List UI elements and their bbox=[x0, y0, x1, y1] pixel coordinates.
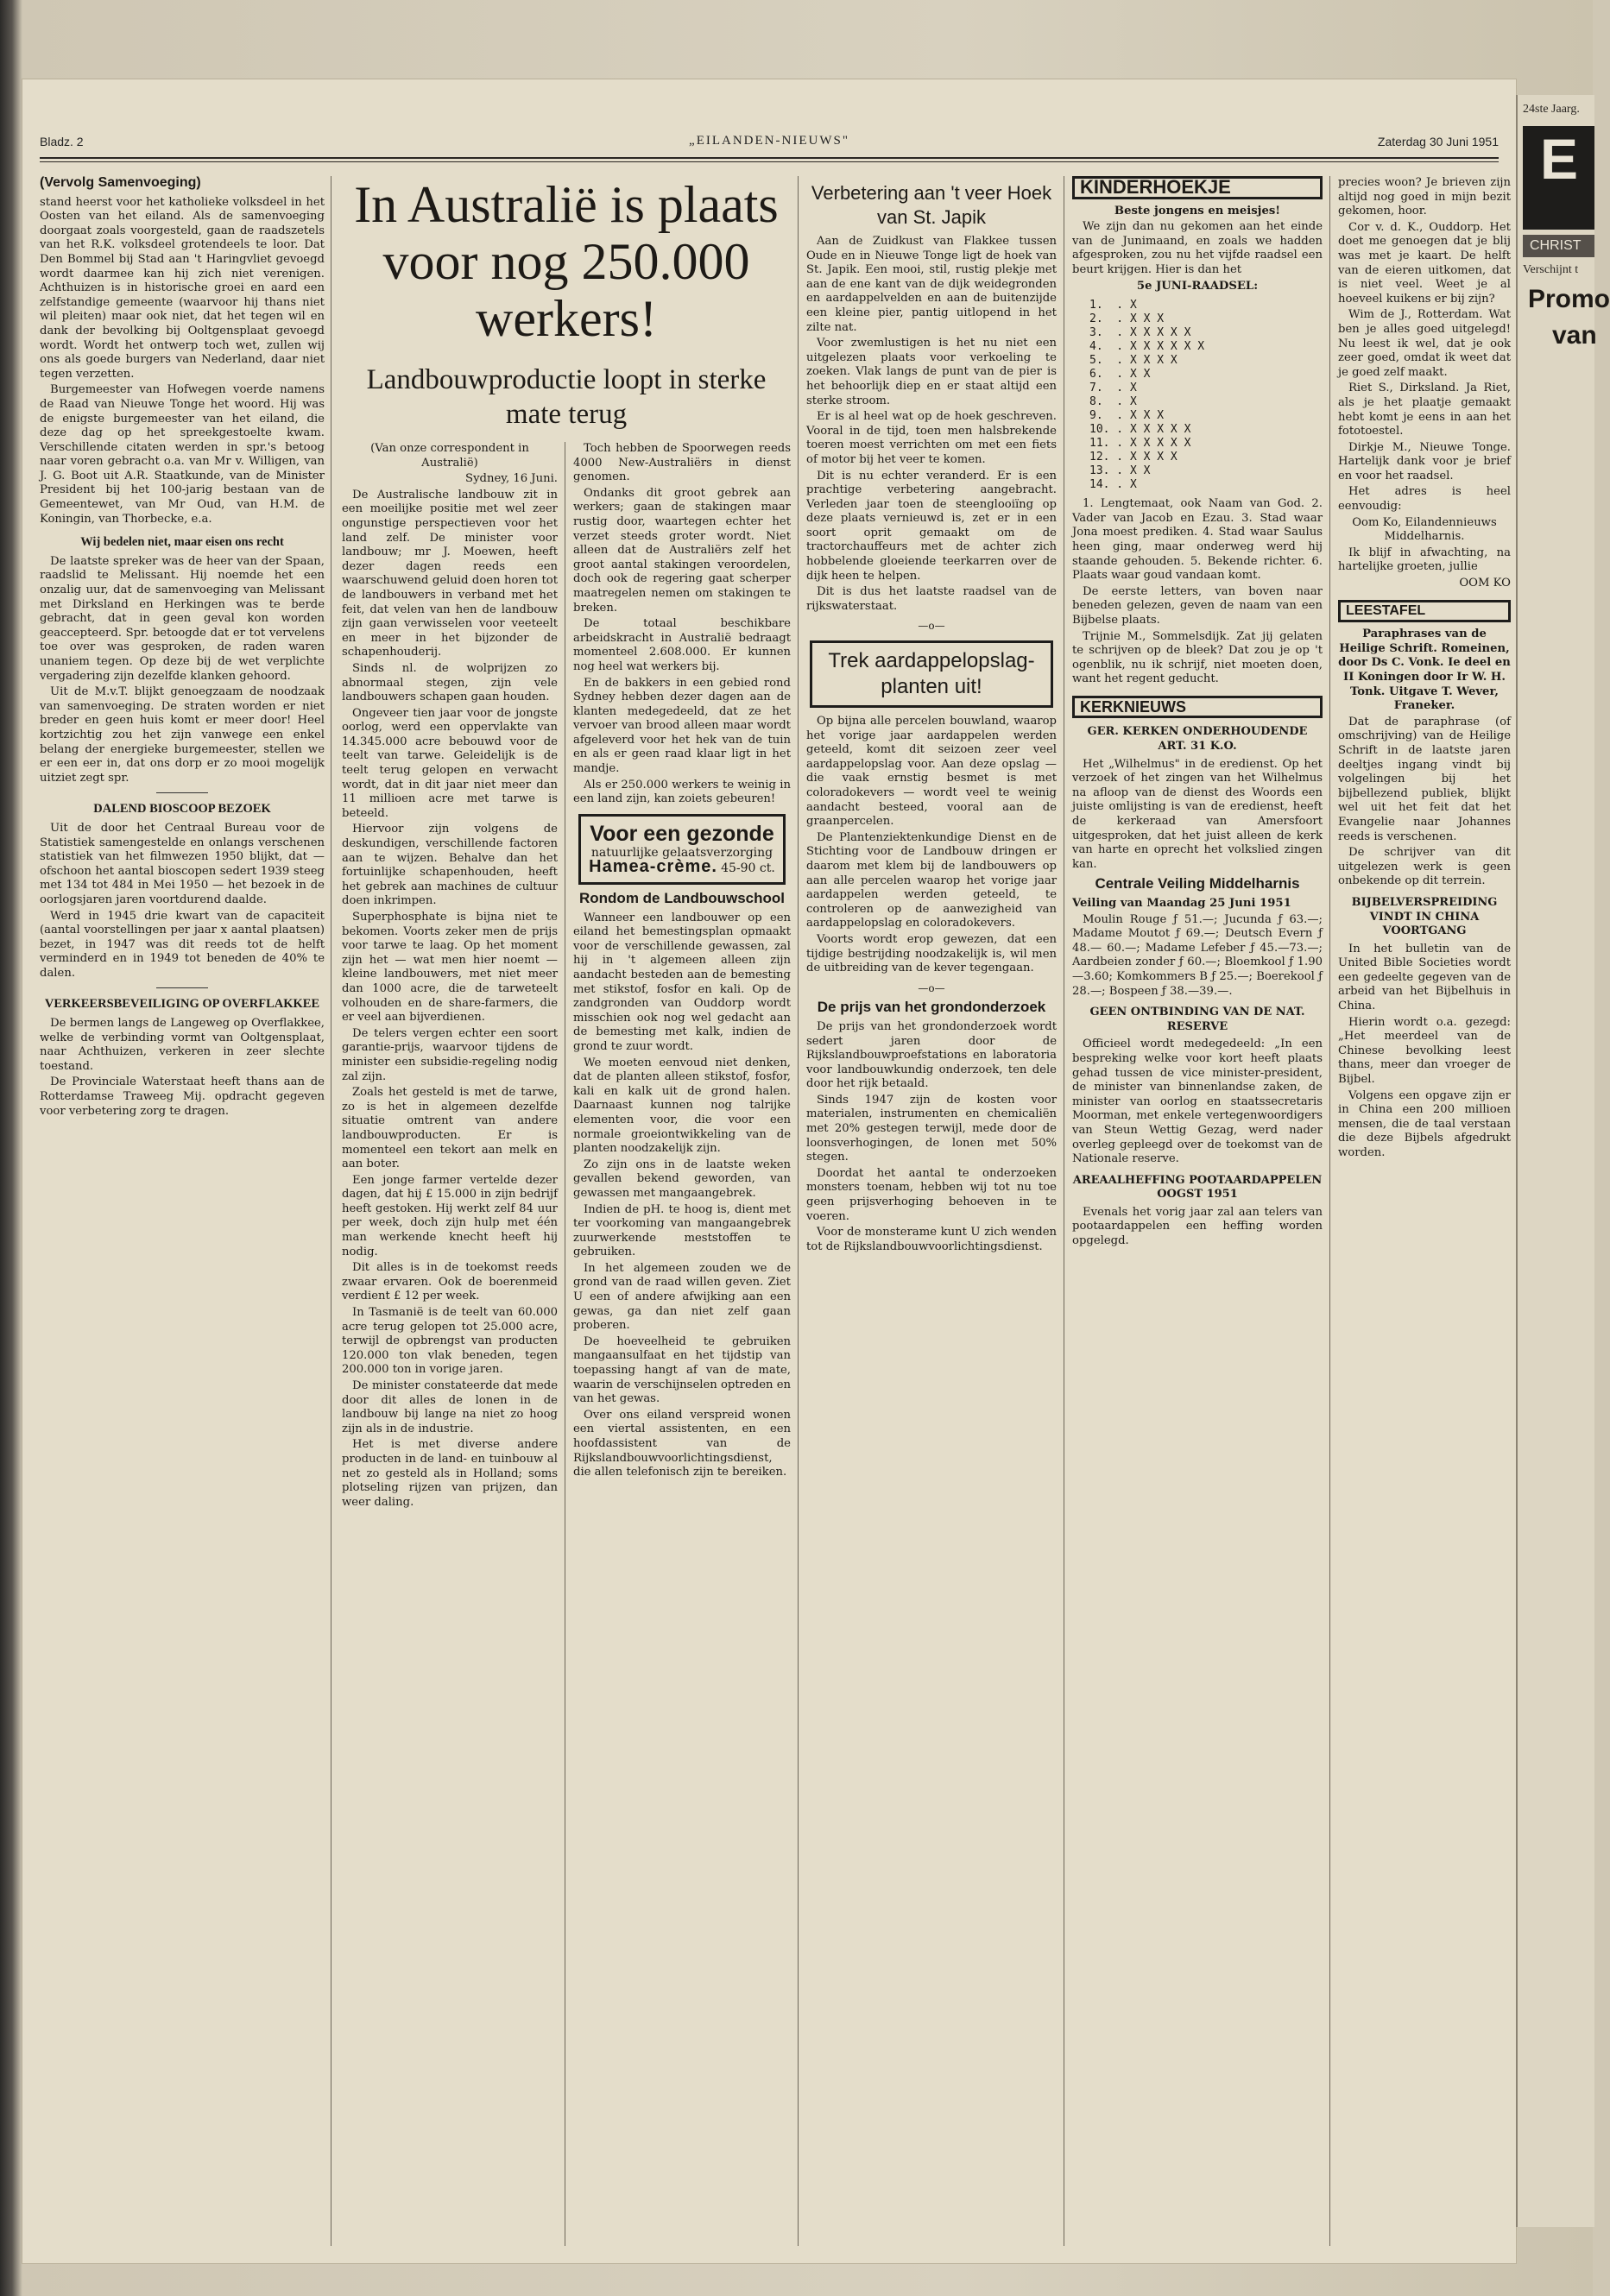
paragraph: De minister constateerde dat mede door dit alles de lonen in de landbouw bij lange na niet zo hoog zijn als in de industrie. bbox=[342, 1379, 558, 1435]
paragraph: De schrijver van dit uitgelezen werk is geen onbekende op dit terrein. bbox=[1338, 846, 1511, 888]
subheading: De prijs van het grondonderzoek bbox=[817, 999, 1046, 1016]
paragraph: En de bakkers in een gebied rond Sydney hebben dezer dagen aan de klanten medegedeeld, dat ze het vervoer van brood alleen maar wordt afgeleverd voor het hek van de tuin en als er geen raad klaar ligt in het mandje. bbox=[573, 676, 791, 776]
paragraph: Moulin Rouge ƒ 51.—; Jucunda ƒ 63.—; Madame Moutot ƒ 69.—; Deutsch Evern ƒ 48.— 60.—; Madame Lefeber ƒ 45.—73.—; Aardbeien zonder ƒ 60.—; Bloemkool ƒ 1.90—3.60; Komkommers B ƒ 25.—; Boerekool ƒ 28.—; Bospeen ƒ 38.—39.—. bbox=[1072, 912, 1323, 998]
paragraph: Toch hebben de Spoorwegen reeds 4000 New-Australiërs in dienst genomen. bbox=[573, 442, 791, 484]
paragraph: De Australische landbouw zit in een moeilijke positie met wel zeer ongunstige perspectieven voor het land zelf. De minister voor landbouw; mr J. Moewen, heeft dezer dagen reeds een waarschuwend geluid doen horen tot de landbouwers in verband met het feit, dat velen van hen de landbouw zijn gaan verwisselen voor veeteelt en meer in het bijzonder de schapenhouderij. bbox=[342, 488, 558, 659]
paragraph: Een jonge farmer vertelde dezer dagen, dat hij £ 15.000 in zijn bedrijf heeft gestoken. Hij werkt zelf 84 uur per week, doch zijn hulp met één man werkende knecht heeft hij nodig. bbox=[342, 1173, 558, 1258]
subheading: VERKEERSBEVEILIGING OP OVERFLAKKEE bbox=[44, 997, 320, 1012]
paragraph: Sinds nl. de wolprijzen zo abnormaal stegen, zijn vele landbouwers schapen gaan houden. bbox=[342, 661, 558, 704]
paragraph: Superphosphate is bijna niet te bekomen. Voorts zeker men de prijs voor tarwe te laag. Op het moment zijn het — wat men hier noemt — kleine landbouwers, met niet meer dan 1000 acre, die de tarweteelt volhouden en de share-farmers, die er veel aan bijverdienen. bbox=[342, 911, 558, 1025]
paper-title: „EILANDEN-NIEUWS" bbox=[689, 134, 849, 148]
paragraph: Sinds 1947 zijn de kosten voor materialen, instrumenten en chemicaliën met 20% gestegen terwijl, mede door de loonsverhogingen, de lonen met 50% stegen. bbox=[806, 1093, 1057, 1164]
paragraph: Riet S., Dirksland. Ja Riet, als je het plaatje gemaakt hebt komt je eens in aan het fototoestel. bbox=[1338, 382, 1511, 438]
adjacent-page-headline: van bbox=[1552, 321, 1597, 350]
paragraph: Zoals het gesteld is met de tarwe, zo is het in algemeen dezelfde situatie omtrent van andere landbouwproducten. Er is momenteel een tekort aan melk en aan boter. bbox=[342, 1086, 558, 1171]
paragraph: Hierin wordt o.a. gezegd: „Het meerdeel van de Chinese bevolking leest thans, meer dan vroeger de Bijbel. bbox=[1338, 1015, 1511, 1087]
paragraph: Het adres is heel eenvoudig: bbox=[1338, 485, 1511, 514]
paragraph: Ondanks dit groot gebrek aan werkers; gaan de stakingen maar rustig door, waartegen echter het verzet steeds groter wordt. Niet alleen dat de Australiërs zelf het groot aantal stakingen veroordelen, doch ook de regering gaat scherper maatregelen nemen om stakingen te breken. bbox=[573, 486, 791, 615]
paragraph: Uit de door het Centraal Bureau voor de Statistiek samengestelde en onlangs verschenen statistiek van het filmwezen 1950 blijkt, dat — ofschoon het aantal bioscopen sedert 1939 steeg met 134 tot 484 in Mei 1950 — het bezoek in de oorlogsjaren jaren voortdurend daalde. bbox=[40, 821, 325, 906]
paragraph: Ik blijf in afwachting, na hartelijke groeten, jullie bbox=[1338, 546, 1511, 574]
ad-title: Voor een gezonde bbox=[590, 821, 774, 846]
paragraph: Het is met diverse andere producten in de land- en tuinbouw al net zo gesteld als in Holland; soms plotseling rijzen van prijzen, dan weer daling. bbox=[342, 1438, 558, 1509]
hamea-advertisement bbox=[578, 814, 786, 885]
trek-headline: Trek aardappelopslag-planten uit! bbox=[828, 649, 1035, 699]
issue-date: Zaterdag 30 Juni 1951 bbox=[1377, 135, 1499, 148]
masthead bbox=[40, 131, 1499, 154]
paragraph: Hiervoor zijn volgens de deskundigen, verschillende factoren aan te wijzen. Behalve dan het fortuinlijke schapenhouden, heeft het gebrek aan machines de cultuur doen inkrimpen. bbox=[342, 823, 558, 908]
paragraph: De telers vergen echter een soort garantie-prijs, waarvoor tijdens de minister een subsidie-regeling nodig zal zijn. bbox=[342, 1026, 558, 1083]
veiling-title: Centrale Veiling Middelharnis bbox=[1095, 875, 1300, 893]
adjacent-page-edge bbox=[1516, 95, 1610, 2227]
subheading: GEEN ONTBINDING VAN DE NAT. RESERVE bbox=[1089, 1006, 1305, 1033]
paragraph: Als er 250.000 werkers te weinig in een land zijn, kan zoiets gebeuren! bbox=[573, 778, 791, 806]
column-6 bbox=[1338, 176, 1511, 2246]
subheading: DALEND BIOSCOOP BEZOEK bbox=[93, 802, 271, 817]
paragraph: Dit is nu echter veranderd. Er is een prachtige verbetering aangebracht. Verleden jaar toen de steenglooiïng op deze plaats vernieuwd is, zet er in een soort oprit gemaakt om de tractorchauffeurs met de achter zich hobbelende gloeiende teerkarren over de dijk heen te helpen. bbox=[806, 469, 1057, 583]
subheading: GER. KERKEN ONDERHOUDENDE ART. 31 K.O. bbox=[1087, 725, 1308, 754]
puzzle-grid: 1. . X 2. . X X X 3. . X X X X X 4. . X X X X X X 5. . X X X X 6. . X X 7. . X 8. . X 9. . X X X 10. . X X X X X 11. . X X X X X 12. . X X X X 13. . X X 14. . X bbox=[1089, 299, 1205, 492]
paragraph: In het bulletin van de United Bible Societies wordt een gedeelte gegeven van de arbeid van het Bijbelhuis in China. bbox=[1338, 942, 1511, 1013]
paragraph: Cor v. d. K., Ouddorp. Het doet me genoegen dat je blij was met je kaart. De helft van de eieren uitkomen, dat is niet veel. Weet je al hoeveel kuikens er bij zijn? bbox=[1338, 220, 1511, 306]
paragraph: De Plantenziektenkundige Dienst en de Stichting voor de Landbouw dringen er daarom met klem bij de landbouwers op aan alle percelen waarop het vorige jaar aardappelen werden geteeld, te controleren op de aanwezigheid van aardappelopslag en coloradokevers. bbox=[806, 830, 1057, 930]
main-headline: In Australië is plaats voor nog 250.000 werkers! bbox=[354, 176, 779, 347]
paragraph: Het „Wilhelmus" in de eredienst. Op het verzoek of het zingen van het Wilhelmus na afloop van de dienst des Woords een juiste omlijsting is van de eredienst, heeft de kerkeraad van Amersfoort uitgesproken, dat het juist alleen de kerk van harte en oprecht het volkslied zingen kan. bbox=[1072, 757, 1323, 871]
paragraph: Dit alles is in de toekomst reeds zwaar ervaren. Ook de boerenmeid verdient £ 12 per week. bbox=[342, 1261, 558, 1303]
paragraph: Dirkje M., Nieuwe Tonge. Hartelijk dank voor je brief en voor het raadsel. bbox=[1338, 440, 1511, 483]
column-1 bbox=[40, 176, 325, 2246]
paragraph: Voor zwemlustigen is het nu niet een uitgelezen plaats voor verkoeling te zoeken. Vlak langs de punt van de pier is het behoorlijk diep en er staat altijd een sterke stroom. bbox=[806, 337, 1057, 407]
main-headline-block bbox=[342, 176, 791, 432]
newspaper-page bbox=[22, 79, 1516, 2263]
paragraph: Werd in 1945 drie kwart van de capaciteit (aantal voorstellingen per jaar x aantal plaatsen) bezet, in 1947 was dit reeds tot de helft verminderd en in 1949 tot beneden de 40% te dalen. bbox=[40, 909, 325, 980]
paragraph: We zijn dan nu gekomen aan het einde van de Junimaand, en zoals we hadden afgesproken, zou nu het vijfde raadsel een beurt krijgen. Hier is dan het bbox=[1072, 220, 1323, 276]
adjacent-page-band: CHRIST bbox=[1523, 235, 1594, 257]
paragraph: In Tasmanië is de teelt van 60.000 acre terug gelopen tot 25.000 acre, terwijl de opbrengst van producten 120.000 ton vlak beneden, tegen 200.000 ton in vorige jaren. bbox=[342, 1306, 558, 1377]
ad-price: 45-90 ct. bbox=[721, 861, 775, 876]
adjacent-page-text: 24ste Jaarg. bbox=[1523, 103, 1580, 116]
greeting: Beste jongens en meisjes! bbox=[1114, 204, 1281, 218]
paragraph: Voor de monsterame kunt U zich wenden tot de Rijkslandbouwvoorlichtingsdienst. bbox=[806, 1226, 1057, 1253]
veiling-lead: Veiling van Maandag 25 Juni 1951 bbox=[1072, 897, 1291, 910]
paragraph: De Provinciale Waterstaat heeft thans aan de Rotterdamse Traweeg Mij. opdracht gegeven voor verbetering zorg te dragen. bbox=[40, 1075, 325, 1118]
paragraph: De hoeveelheid te gebruiken mangaansulfaat en het tijdstip van toepassing hangt af van de mate, waarin de verschijnselen optreden en van het gewas. bbox=[573, 1334, 791, 1406]
paragraph: Evenals het vorig jaar zal aan telers van pootaardappelen een heffing worden opgelegd. bbox=[1072, 1205, 1323, 1248]
masthead-rule bbox=[40, 157, 1499, 159]
column-2 bbox=[342, 442, 558, 2246]
paragraph: precies woon? Je brieven zijn altijd nog goed in mijn bezit gekomen, hoor. bbox=[1338, 176, 1511, 218]
paragraph: De totaal beschikbare arbeidskracht in Australië bedraagt momenteel 2.608.000. Er kunnen nog heel wat werkers bij. bbox=[573, 617, 791, 673]
ad-subtitle: natuurlijke gelaatsverzorging bbox=[590, 845, 773, 860]
paragraph: Op bijna alle percelen bouwland, waarop het vorige jaar aardappelen werden geteeld, komt dit seizoen zeer veel aardappelopslag voor. Aan deze opslag — die vaak ernstig besmet is met coloradokevers — wordt veel te weinig aandacht besteed, vooral aan de graanpercelen. bbox=[806, 715, 1057, 829]
continued-heading: (Vervolg Samenvoeging) bbox=[40, 175, 201, 190]
address: Oom Ko, Eilandennieuws Middelharnis. bbox=[1352, 515, 1497, 544]
paragraph: Volgens een opgave zijn er in China een 200 millioen mensen, die de taal verstaan die deze Bijbels afgedrukt worden. bbox=[1338, 1088, 1511, 1159]
kerknieuws-title: KERKNIEUWS bbox=[1072, 696, 1323, 719]
paragraph: Doordat het aantal te onderzoeken monsters toenam, hebben wij tot nu toe geen prijsverhoging behoeven in te voeren. bbox=[806, 1166, 1057, 1223]
paragraph: Wim de J., Rotterdam. Wat ben je alles goed uitgelegd! Nu leest ik wel, dat je ook zeer goed, omdat ik weet dat je goed zelf maakt. bbox=[1338, 308, 1511, 379]
leestafel-lead: Paraphrases van de Heilige Schrift. Romeinen, door Ds C. Vonk. Ie deel en II Koningen door Ir W. H. Tonk. Uitgave T. Wever, Franeker. bbox=[1338, 628, 1511, 713]
paragraph: Officieel wordt medegedeeld: „In een bespreking welke voor kort heeft plaats gehad tussen de vice minister-president, de minister van binnenlandse zaken, de minister van oorlog en staatssecretaris Moorman, met enkele vertegenwoordigers van Steun Wettig Gezag, werd nader overleg gepleegd over de toekomst van de Nationale reserve. bbox=[1072, 1038, 1323, 1166]
ad-brand: Hamea-crème. bbox=[589, 857, 717, 877]
paragraph: We moeten eenvoud niet denken, dat de planten alleen stikstof, fosfor, kali en kalk uit de grond halen. Daarnaast kunnen nog talrijke elementen voor, die voor een normale groeiontwikkeling van de planten noodzakelijk zijn. bbox=[573, 1056, 791, 1156]
column-5 bbox=[1072, 176, 1323, 2246]
signature: OOM KO bbox=[1459, 577, 1511, 590]
paragraph: Wanneer een landbouwer op een eiland het bemestingsplan opmaakt voor de verschillende gewassen, zal hij in 't algemeen alleen zijn aandacht besteden aan de bemesting met stikstof, fosfor en kali. Op de zandgronden van Ouddorp wordt misschien ook nog wel gedacht aan de bemesting met kalk, indien de grond te zuur wordt. bbox=[573, 911, 791, 1053]
paragraph: Indien de pH. te hoog is, dient met ter voorkoming van mangaangebrek zuurwerkende meststoffen te gebruiken. bbox=[573, 1202, 791, 1259]
subheading: Wij bedelen niet, maar eisen ons recht bbox=[80, 535, 284, 550]
byline: (Van onze correspondent in Australië) bbox=[370, 442, 529, 470]
paragraph: De bermen langs de Langeweg op Overflakkee, welke de verbinding vormt van Ooltgensplaat, naar Achthuizen, verkeren in zeer slechte toestand. bbox=[40, 1017, 325, 1073]
paragraph: De laatste spreker was de heer van der Spaan, raadslid te Melissant. Hij noemde het een onzalig uur, dat de samenvoeging van Melissant met Dirksland en Herkingen was te berde gebracht, dat in geen geval kon worden geaccepteerd. Spr. betoogde dat er tot vervelens toe over was gesproken, de raden waren unaniem tegen. Op deze bij de wet verplichte vergadering zijn dezelfde klanken gehoord. bbox=[40, 554, 325, 683]
paragraph: Trijnie M., Sommelsdijk. Zat jij gelaten te schrijven op de bleek? Dat zou je op 't ogenblik, nu ik schrijf, niet moeten doen, want het regent geducht. bbox=[1072, 629, 1323, 686]
column-4 bbox=[806, 176, 1057, 2246]
adjacent-page-masthead-block: E bbox=[1523, 126, 1594, 230]
paragraph: Uit de M.v.T. blijkt genoegzaam de noodzaak van samenvoeging. De straten worden er niet breder en geen huis komt er meer door! Heel kortzichtig zou het zijn vanwege een enkel belang der energieke burgemeester, stellen we er een eer in, dat ons dorp er zo mooi mogelijk uitziet zegt spr. bbox=[40, 685, 325, 785]
paragraph: De eerste letters, van boven naar beneden gelezen, geven de naam van een Bijbelse plaats. bbox=[1072, 584, 1323, 627]
adjacent-page-text: Verschijnt t bbox=[1523, 263, 1579, 276]
paragraph: Dit is dus het laatste raadsel van de rijkswaterstaat. bbox=[806, 585, 1057, 613]
trek-headline-box bbox=[810, 640, 1053, 708]
subheading: Rondom de Landbouwschool bbox=[579, 890, 785, 907]
paragraph: Over ons eiland verspreid wonen een viertal assistenten, en een hoofdassistent van de Rijkslandbouwvoorlichtingsdienst, die allen telefonisch zijn te bereiken. bbox=[573, 1408, 791, 1479]
separator bbox=[156, 987, 208, 988]
kinderhoekje-title: KINDERHOEKJE bbox=[1072, 176, 1323, 199]
masthead-rule-thin bbox=[40, 161, 1499, 162]
separator bbox=[156, 792, 208, 793]
column-rule bbox=[798, 176, 799, 2246]
subheading: AREAALHEFFING POOTAARDAPPELEN OOGST 1951 bbox=[1072, 1173, 1323, 1202]
paragraph: Burgemeester van Hofwegen voerde namens de Raad van Nieuwe Tonge het woord. Hij was de enigste burgemeester van het eiland, die deze dag op het spreekgestoelte kwam. Verschillende citaten werden in spr.'s betoog naar voren gebracht o.a. van Mr v. Willigen, van J. G. Boot uit A.R. Staatkunde, van de Minister President bij het 100-jarig bestaan van de Gemeentewet, van Mr Oud, van H.M. de Koningin, van Thorbecke, e.a. bbox=[40, 383, 325, 526]
paragraph: Voorts wordt erop gewezen, dat een tijdige bestrijding noodzakelijk is, wil men de uitbreiding van de kever tegengaan. bbox=[806, 932, 1057, 975]
subheading: BIJBELVERSPREIDING VINDT IN CHINA VOORTGANG bbox=[1351, 895, 1498, 938]
adjacent-page-headline: Promo bbox=[1528, 285, 1610, 313]
paragraph: In het algemeen zouden we de grond van de raad willen geven. Ziet U een of andere afwijking aan een gewas, ga dan niet zelf gaan proberen. bbox=[573, 1261, 791, 1333]
paragraph: De prijs van het grondonderzoek wordt sedert jaren door de Rijkslandbouwproefstations en laboratoria voor landbouwkundig onderzoek, ten dele door het rijk betaald. bbox=[806, 1019, 1057, 1091]
page-number: Bladz. 2 bbox=[40, 135, 84, 148]
paragraph: stand heerst voor het katholieke volksdeel in het Oosten van het eiland. Als de samenvoeging doorgaat zoals voorgesteld, gaan de raadszetels van het R.K. volksdeel grotendeels te loor. Dat Den Bommel bij Stad aan 't Haringvliet gevoegd wordt daarmee kan hij zich niet verenigen. Achthuizen is in historische groei en aard een zelfstandige gemeente (waarvoor hij thans niet wil pleiten) maar ook niet, dat het tegen wil en dank der bevolking bij Ooltgensplaat gevoegd wordt. Wordt het ontwerp toch wet, zullen wij ons als goede burgers van Nederland, daar niet tegen verzetten. bbox=[40, 195, 325, 381]
paragraph: Zo zijn ons in de laatste weken gevallen bekend geworden, van gewassen met mangaangebrek. bbox=[573, 1157, 791, 1200]
veer-headline: Verbetering aan 't veer Hoek van St. Japik bbox=[811, 182, 1052, 228]
main-subheadline: Landbouwproductie loopt in sterke mate terug bbox=[366, 364, 767, 430]
separator: —o— bbox=[918, 981, 945, 994]
paragraph: 1. Lengtemaat, ook Naam van God. 2. Vader van Jacob en Ezau. 3. Stad waar Jona moest prediken. 4. Stad waar Saulus heen ging, maar onderweg werd hij staande gehouden. 5. Bekende richter. 6. Plaats waar goud vandaan komt. bbox=[1072, 497, 1323, 583]
paragraph: Dat de paraphrase (of omschrijving) van de Heilige Schrift in de laatste jaren deeltjes ingang vindt bij volgelingen bij het bijbellezend publiek, blijkt wel uit het feit dat het Evangelie naar Johannes reeds is verschenen. bbox=[1338, 715, 1511, 843]
column-rule bbox=[1329, 176, 1330, 2246]
paragraph: Er is al heel wat op de hoek geschreven. Vooral in de tijd, toen men halsbrekende toeren moest verrichten om met een fiets of motor bij het veer te komen. bbox=[806, 410, 1057, 466]
column-3 bbox=[573, 442, 791, 2246]
dateline: Sydney, 16 Juni. bbox=[465, 472, 558, 486]
paragraph: Ongeveer tien jaar voor de jongste oorlog, werd een oppervlakte van 14.345.000 acre bebouwd voor de teelt van tarwe. Geleidelijk is de teelt terug gelopen en verwacht wordt, dat in dit jaar niet meer dan 11 millioen acre met tarwe is beteeld. bbox=[342, 706, 558, 820]
paragraph: Aan de Zuidkust van Flakkee tussen Oude en in Nieuwe Tonge ligt de hoek van St. Japik. Een mooi, stil, rustig plekje met aan de ene kant van de dijk weidegronden en aardappelvelden en aan de buitenzijde een kleine pier, pantig uitlopend in het zilte nat. bbox=[806, 235, 1057, 334]
leestafel-title: LEESTAFEL bbox=[1338, 600, 1511, 623]
puzzle-title: 5e JUNI-RAADSEL: bbox=[1136, 279, 1259, 293]
separator: —o— bbox=[918, 620, 945, 633]
